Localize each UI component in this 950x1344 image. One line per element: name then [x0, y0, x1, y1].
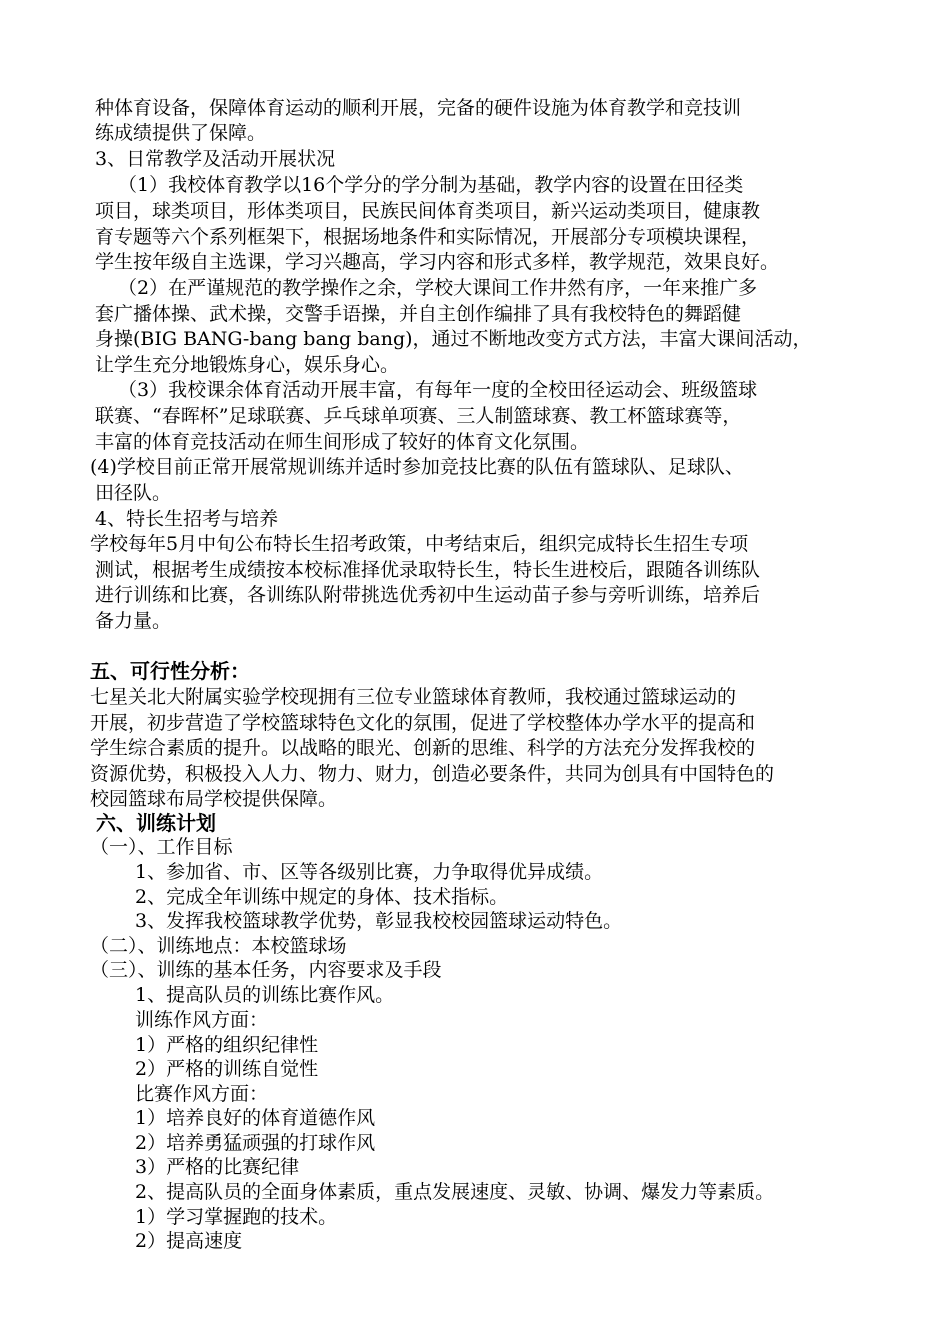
list-item: 比赛作风方面： — [135, 1083, 269, 1105]
text-line: 备力量。 — [95, 610, 172, 632]
text-line: （1）我校体育教学以16个学分的学分制为基础，教学内容的设置在田径类 — [118, 174, 744, 196]
list-item: 1）培养良好的体育道德作风 — [135, 1107, 376, 1129]
list-item: 3）严格的比赛纪律 — [135, 1156, 300, 1178]
text-line: 测试，根据考生成绩按本校标准择优录取特长生，特长生进校后，跟随各训练队 — [95, 559, 761, 581]
text-line: 丰富的体育竞技活动在师生间形成了较好的体育文化氛围。 — [95, 431, 590, 453]
text-line: （2）在严谨规范的教学操作之余，学校大课间工作井然有序，一年来推广多 — [118, 277, 758, 299]
section-heading: 五、可行性分析： — [90, 659, 250, 683]
text-line: 资源优势，积极投入人力、物力、财力，创造必要条件，共同为创具有中国特色的 — [90, 763, 775, 785]
text-line: 育专题等六个系列框架下，根据场地条件和实际情况，开展部分专项模块课程， — [95, 226, 761, 248]
text-line: 身操(BIG BANG-bang bang bang)，通过不断地改变方式方法，丰富大课间活动， — [95, 328, 812, 350]
list-item: 2）培养勇猛顽强的打球作风 — [135, 1132, 376, 1154]
text-line: (4)学校目前正常开展常规训练并适时参加竞技比赛的队伍有篮球队、足球队、 — [90, 456, 744, 478]
text-line: 联赛、“春晖杯”足球联赛、乒乓球单项赛、三人制篮球赛、教工杯篮球赛等， — [95, 405, 742, 427]
text-line: 套广播体操、武术操，交警手语操，并自主创作编排了具有我校特色的舞蹈健 — [95, 303, 742, 325]
list-item: 1、参加省、市、区等各级别比赛，力争取得优异成绩。 — [135, 861, 604, 883]
subheading: （一）、工作目标 — [90, 836, 233, 858]
list-item: 2）提高速度 — [135, 1230, 243, 1252]
list-item: 3、发挥我校篮球教学优势，彰显我校校园篮球运动特色。 — [135, 910, 623, 932]
subheading: 4、特长生招考与培养 — [95, 508, 279, 530]
text-line: 学校每年5月中旬公布特长生招考政策，中考结束后，组织完成特长生招生专项 — [90, 533, 749, 555]
section-heading: 六、训练计划 — [96, 811, 216, 835]
subheading: （二）、训练地点：本校篮球场 — [90, 935, 347, 957]
text-line: 开展，初步营造了学校篮球特色文化的氛围，促进了学校整体办学水平的提高和 — [90, 712, 756, 734]
list-item: 2）严格的训练自觉性 — [135, 1058, 319, 1080]
text-line: 进行训练和比赛，各训练队附带挑选优秀初中生运动苗子参与旁听训练，培养后 — [95, 584, 761, 606]
text-line: 练成绩提供了保障。 — [95, 122, 267, 144]
list-item: 1、提高队员的训练比赛作风。 — [135, 984, 395, 1006]
text-line: 田径队。 — [95, 482, 172, 504]
text-line: （3）我校课余体育活动开展丰富，有每年一度的全校田径运动会、班级篮球 — [118, 379, 758, 401]
list-item: 训练作风方面： — [135, 1009, 269, 1031]
list-item: 1）学习掌握跑的技术。 — [135, 1206, 338, 1228]
text-line: 学生综合素质的提升。以战略的眼光、创新的思维、科学的方法充分发挥我校的 — [90, 737, 756, 759]
list-item: 1）严格的组织纪律性 — [135, 1034, 319, 1056]
list-item: 2、完成全年训练中规定的身体、技术指标。 — [135, 886, 509, 908]
list-item: 2、提高队员的全面身体素质，重点发展速度、灵敏、协调、爆发力等素质。 — [135, 1181, 775, 1203]
text-line: 让学生充分地锻炼身心，娱乐身心。 — [95, 354, 400, 376]
text-line: 学生按年级自主选课，学习兴趣高，学习内容和形式多样，教学规范，效果良好。 — [95, 251, 780, 273]
text-line: 七星关北大附属实验学校现拥有三位专业篮球体育教师，我校通过篮球运动的 — [90, 686, 737, 708]
text-line: 校园篮球布局学校提供保障。 — [90, 788, 338, 810]
subheading: 3、日常教学及活动开展状况 — [95, 148, 336, 170]
text-line: 项目，球类项目，形体类项目，民族民间体育类项目，新兴运动类项目，健康教 — [95, 200, 761, 222]
subheading: （三）、训练的基本任务，内容要求及手段 — [90, 959, 442, 981]
text-line: 种体育设备，保障体育运动的顺利开展，完备的硬件设施为体育教学和竞技训 — [95, 97, 742, 119]
